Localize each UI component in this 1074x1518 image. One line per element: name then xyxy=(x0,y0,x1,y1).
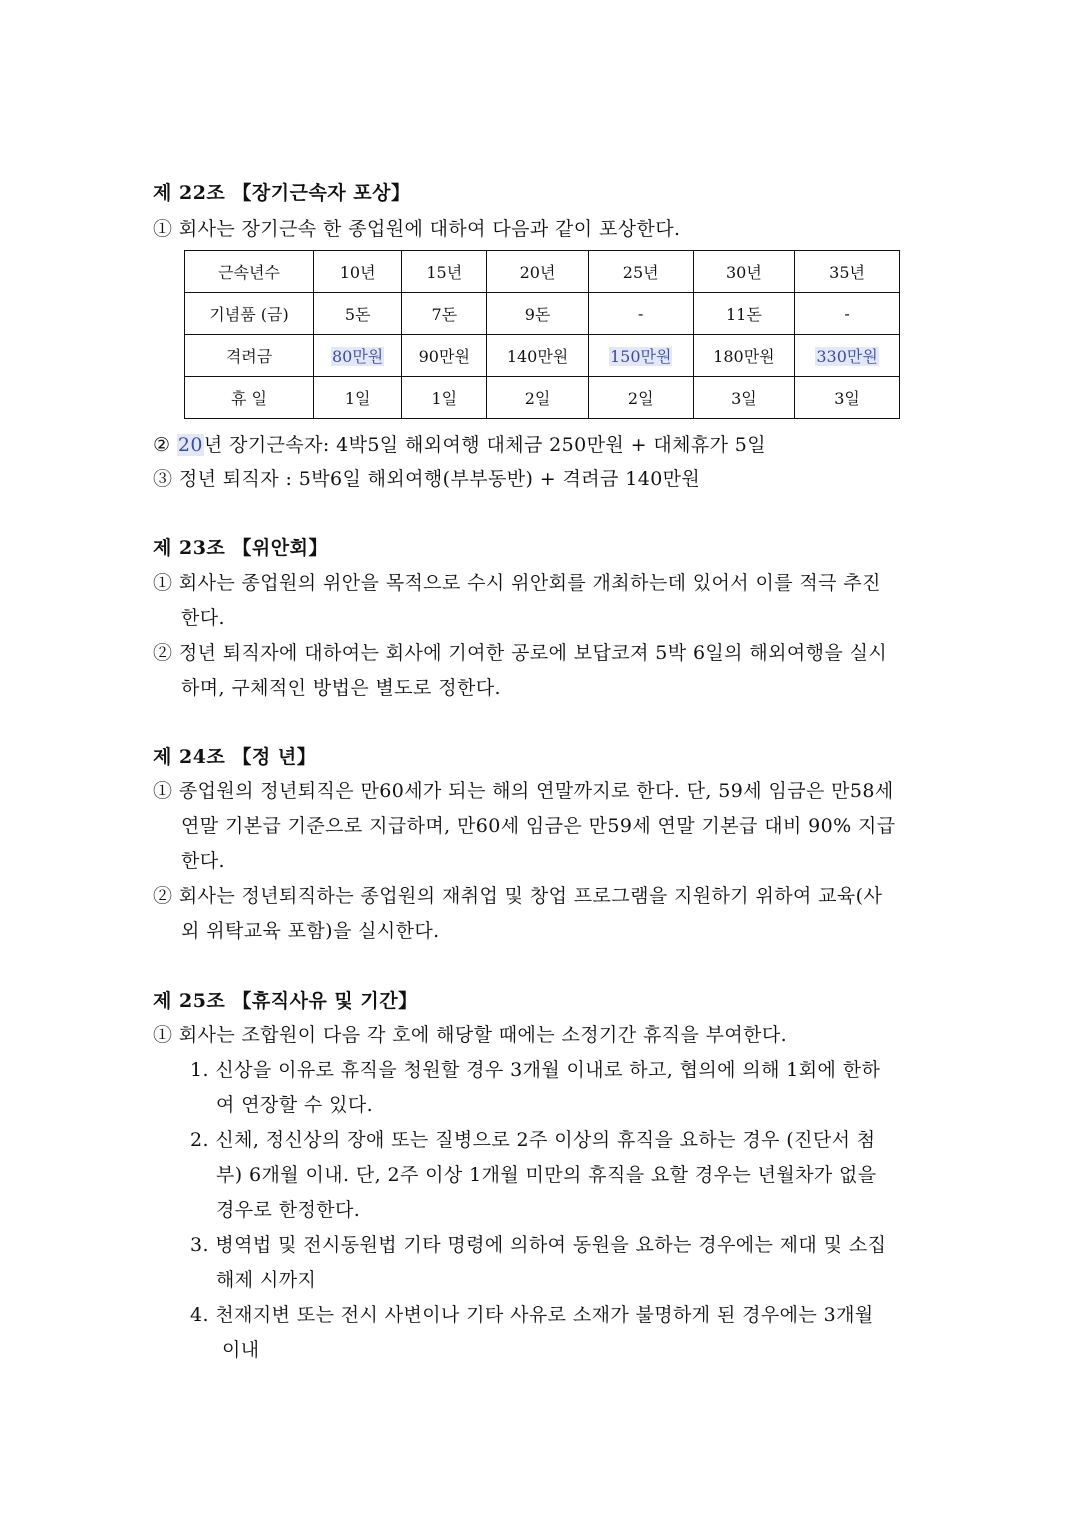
article-25-item-2-line-3: 경우로 한정한다. xyxy=(216,1199,361,1221)
highlighted-value: 20 xyxy=(177,434,203,456)
article-25-item-2-line-1: 2. 신체, 정신상의 장애 또는 질병으로 2주 이상의 휴직을 요하는 경우 (진단서 첨 xyxy=(190,1129,876,1151)
table-header-cell: 25년 xyxy=(588,251,693,293)
article-25-heading: 제 25조 【휴직사유 및 기간】 xyxy=(153,990,418,1012)
table-cell: 3일 xyxy=(693,377,795,419)
article-25-item-3-line-1: 3. 병역법 및 전시동원법 기타 명령에 의하여 동원을 요하는 경우에는 제대 및 소집 xyxy=(190,1234,887,1256)
table-header-cell: 10년 xyxy=(314,251,402,293)
award-table xyxy=(184,250,900,419)
article-23-heading: 제 23조 【위안회】 xyxy=(153,537,328,559)
table-cell: 140만원 xyxy=(487,335,589,377)
para-number: ② xyxy=(153,434,171,456)
article-22-para-1: ① 회사는 장기근속 한 종업원에 대하여 다음과 같이 포상한다. xyxy=(153,218,681,240)
table-cell: 3일 xyxy=(795,377,900,419)
table-cell: 2일 xyxy=(487,377,589,419)
article-23-para-2-line-2: 하며, 구체적인 방법은 별도로 정한다. xyxy=(181,677,501,699)
article-25-item-4-line-1: 4. 천재지변 또는 전시 사변이나 기타 사유로 소재가 불명하게 된 경우에는 3개월 xyxy=(190,1304,874,1326)
table-cell: 11돈 xyxy=(693,293,795,335)
table-cell xyxy=(314,335,402,377)
article-24-para-1-line-3: 한다. xyxy=(181,850,225,872)
article-24-para-1-line-2: 연말 기본급 기준으로 지급하며, 만60세 임금은 만59세 연말 기본급 대비 90% 지급 xyxy=(181,815,896,837)
article-22-para-3: ③ 정년 퇴직자 : 5박6일 해외여행(부부동반) + 격려금 140만원 xyxy=(153,468,701,490)
highlighted-value: 80만원 xyxy=(331,347,384,366)
article-24-para-1-line-1: ① 종업원의 정년퇴직은 만60세가 되는 해의 연말까지로 한다. 단, 59세 임금은 만58세 xyxy=(153,780,894,802)
table-cell xyxy=(795,335,900,377)
article-22-para-2 xyxy=(153,430,766,457)
article-24-para-2-line-2: 외 위탁교육 포함)을 실시한다. xyxy=(181,920,440,942)
article-25-item-4-line-2: 이내 xyxy=(222,1339,260,1361)
highlighted-value: 150만원 xyxy=(609,347,672,366)
article-25-item-1-line-2: 여 연장할 수 있다. xyxy=(216,1094,374,1116)
article-23-para-2-line-1: ② 정년 퇴직자에 대하여는 회사에 기여한 공로에 보답코져 5박 6일의 해외여행을 실시 xyxy=(153,642,888,664)
table-cell: 5돈 xyxy=(314,293,402,335)
table-row xyxy=(185,377,900,419)
table-cell: 휴 일 xyxy=(185,377,314,419)
article-22-heading: 제 22조 【장기근속자 포상】 xyxy=(153,182,411,204)
table-header-cell: 15년 xyxy=(402,251,487,293)
table-cell: 격려금 xyxy=(185,335,314,377)
table-cell: 9돈 xyxy=(487,293,589,335)
table-row xyxy=(185,251,900,293)
article-25-item-1-line-1: 1. 신상을 이유로 휴직을 청원할 경우 3개월 이내로 하고, 협의에 의해 1회에 한하 xyxy=(190,1059,881,1081)
article-24-para-2-line-1: ② 회사는 정년퇴직하는 종업원의 재취업 및 창업 프로그램을 지원하기 위하여 교육(사 xyxy=(153,885,883,907)
table-cell: 2일 xyxy=(588,377,693,419)
table-header-cell: 30년 xyxy=(693,251,795,293)
table-cell: 7돈 xyxy=(402,293,487,335)
article-25-item-2-line-2: 부) 6개월 이내. 단, 2주 이상 1개월 미만의 휴직을 요할 경우는 년월차가 없을 xyxy=(216,1164,877,1186)
table-cell: - xyxy=(795,293,900,335)
highlighted-value: 330만원 xyxy=(816,347,878,366)
table-header-cell: 20년 xyxy=(487,251,589,293)
table-cell: 1일 xyxy=(402,377,487,419)
table-row xyxy=(185,335,900,377)
article-23-para-1-line-1: ① 회사는 종업원의 위안을 목적으로 수시 위안회를 개최하는데 있어서 이를 적극 추진 xyxy=(153,572,881,594)
table-cell xyxy=(588,335,693,377)
table-row xyxy=(185,293,900,335)
article-25-item-3-line-2: 해제 시까지 xyxy=(216,1269,317,1291)
article-23-para-1-line-2: 한다. xyxy=(181,607,225,629)
table-header-cell: 35년 xyxy=(795,251,900,293)
table-cell: 90만원 xyxy=(402,335,487,377)
table-cell: - xyxy=(588,293,693,335)
para-text: 년 장기근속자: 4박5일 해외여행 대체금 250만원 + 대체휴가 5일 xyxy=(203,434,767,456)
article-25-para-1: ① 회사는 조합원이 다음 각 호에 해당할 때에는 소정기간 휴직을 부여한다. xyxy=(153,1024,788,1046)
table-cell: 1일 xyxy=(314,377,402,419)
table-cell: 180만원 xyxy=(693,335,795,377)
table-header-cell: 근속년수 xyxy=(185,251,314,293)
article-24-heading: 제 24조 【정 년】 xyxy=(153,746,317,768)
table-cell: 기념품 (금) xyxy=(185,293,314,335)
